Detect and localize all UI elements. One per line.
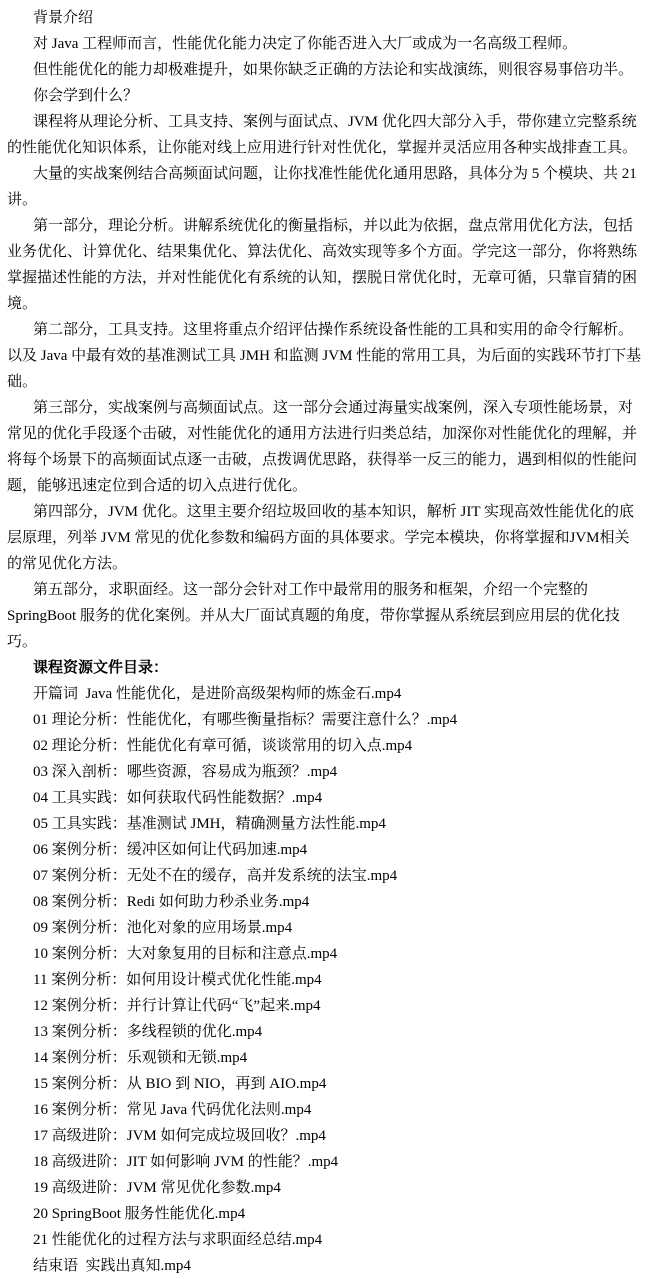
paragraph: 第二部分，工具支持。这里将重点介绍评估操作系统设备性能的工具和实用的命令行解析。以及 Java 中最有效的基准测试工具 JMH 和监测 JVM 性能的常用工具，为后面的实践环节打下基础。	[7, 322, 642, 390]
paragraph: 第五部分，求职面经。这一部分会针对工作中最常用的服务和框架，介绍一个完整的 SpringBoot 服务的优化案例。并从大厂面试真题的角度，带你掌握从系统层到应用层的优化技巧。	[7, 582, 620, 650]
file-list-item: 01 理论分析：性能优化，有哪些衡量指标？需要注意什么？.mp4	[33, 712, 458, 728]
file-list-item: 07 案例分析：无处不在的缓存，高并发系统的法宝.mp4	[33, 868, 398, 884]
section-heading-background: 背景介绍	[33, 10, 94, 26]
file-list-item: 05 工具实践：基准测试 JMH，精确测量方法性能.mp4	[33, 816, 386, 832]
file-list-item: 开篇词 Java 性能优化，是进阶高级架构师的炼金石.mp4	[33, 686, 402, 702]
file-list-item: 09 案例分析：池化对象的应用场景.mp4	[33, 920, 293, 936]
file-list-item: 结束语 实践出真知.mp4	[33, 1258, 191, 1274]
file-list-item: 20 SpringBoot 服务性能优化.mp4	[33, 1206, 246, 1222]
file-list-item: 19 高级进阶：JVM 常见优化参数.mp4	[33, 1180, 281, 1196]
file-list-item: 18 高级进阶：JIT 如何影响 JVM 的性能？.mp4	[33, 1154, 339, 1170]
file-list-item: 13 案例分析：多线程锁的优化.mp4	[33, 1024, 263, 1040]
section-heading-question: 你会学到什么？	[33, 88, 139, 104]
paragraph: 第三部分，实战案例与高频面试点。这一部分会通过海量实战案例，深入专项性能场景，对常见的优化手段逐个击破，对性能优化的通用方法进行归类总结，加深你对性能优化的理解，并将每个场景下的高频面试点逐一击破，点拨调优思路，获得举一反三的能力，遇到相似的性能问题，能够迅速定位到合适的切入点进行优化。	[7, 400, 638, 494]
file-list-item: 21 性能优化的过程方法与求职面经总结.mp4	[33, 1232, 323, 1248]
file-list-item: 10 案例分析：大对象复用的目标和注意点.mp4	[33, 946, 338, 962]
file-list-item: 17 高级进阶：JVM 如何完成垃圾回收？.mp4	[33, 1128, 326, 1144]
paragraph: 第四部分，JVM 优化。这里主要介绍垃圾回收的基本知识，解析 JIT 实现高效性能优化的底层原理，列举 JVM 常见的优化参数和编码方面的具体要求。学完本模块，你将掌握和JVM相关的常见优化方法。	[7, 504, 634, 572]
paragraph: 对 Java 工程师而言，性能优化能力决定了你能否进入大厂或成为一名高级工程师。	[33, 36, 578, 52]
paragraph: 第一部分，理论分析。讲解系统优化的衡量指标，并以此为依据，盘点常用优化方法，包括业务优化、计算优化、结果集优化、算法优化、高效实现等多个方面。学完这一部分，你将熟练掌握描述性能的方法，并对性能优化有系统的认知，摆脱日常优化时，无章可循，只靠盲猜的困境。	[7, 218, 638, 312]
paragraph: 但性能优化的能力却极难提升，如果你缺乏正确的方法论和实战演练，则很容易事倍功半。	[33, 62, 634, 78]
resources-heading: 课程资源文件目录：	[33, 660, 169, 676]
file-list-item: 15 案例分析：从 BIO 到 NIO，再到 AIO.mp4	[33, 1076, 327, 1092]
file-list-item: 16 案例分析：常见 Java 代码优化法则.mp4	[33, 1102, 312, 1118]
paragraph: 大量的实战案例结合高频面试问题，让你找准性能优化通用思路，具体分为 5 个模块、共 21 讲。	[7, 166, 641, 208]
file-list-item: 11 案例分析：如何用设计模式优化性能.mp4	[33, 972, 322, 988]
file-list-item: 14 案例分析：乐观锁和无锁.mp4	[33, 1050, 248, 1066]
file-list-item: 03 深入剖析：哪些资源，容易成为瓶颈？.mp4	[33, 764, 338, 780]
paragraph: 课程将从理论分析、工具支持、案例与面试点、JVM 优化四大部分入手，带你建立完整系统的性能优化知识体系，让你能对线上应用进行针对性优化，掌握并灵活应用各种实战排查工具。	[7, 114, 638, 156]
file-list-item: 06 案例分析：缓冲区如何让代码加速.mp4	[33, 842, 308, 858]
file-list-item: 12 案例分析：并行计算让代码“飞”起来.mp4	[33, 998, 321, 1014]
file-list-item: 02 理论分析：性能优化有章可循，谈谈常用的切入点.mp4	[33, 738, 413, 754]
file-list-item: 04 工具实践：如何获取代码性能数据？.mp4	[33, 790, 323, 806]
file-list-item: 08 案例分析：Redi 如何助力秒杀业务.mp4	[33, 894, 310, 910]
